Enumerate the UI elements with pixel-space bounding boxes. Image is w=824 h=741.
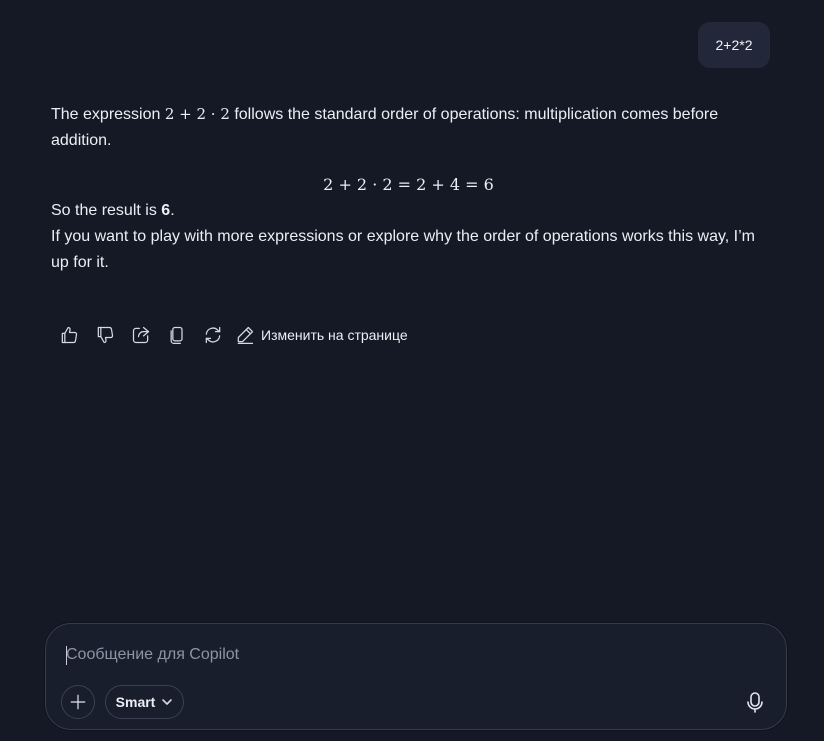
text-caret [66, 646, 67, 665]
edit-icon [235, 325, 255, 345]
dislike-button[interactable] [87, 319, 123, 351]
edit-on-page-label: Изменить на странице [261, 327, 408, 343]
thumbs-up-icon [59, 325, 79, 345]
reply-paragraph-3: If you want to play with more expressions or explore why the order of operations works this way, I’m up for it. [51, 228, 756, 271]
reply-p2-text-end: . [170, 202, 175, 219]
like-button[interactable] [51, 319, 87, 351]
inline-math: 2 + 2 · 2 [164, 105, 230, 123]
microphone-icon [745, 691, 765, 713]
display-math: 2 + 2 · 2 = 2 + 4 = 6 [323, 175, 494, 194]
user-message-text: 2+2*2 [715, 37, 753, 53]
plus-icon [69, 693, 87, 711]
reply-paragraph-1 [51, 101, 766, 153]
reply-p1-text-start: The expression [51, 106, 165, 123]
copy-button[interactable] [159, 319, 195, 351]
regenerate-icon [203, 325, 223, 345]
reply-p1-text-end: follows the standard order of operations: multiplication comes before addition. [51, 106, 719, 149]
edit-on-page-button[interactable] [235, 319, 408, 351]
user-message-bubble [698, 22, 770, 68]
share-button[interactable] [123, 319, 159, 351]
thumbs-down-icon [95, 325, 115, 345]
voice-input-button[interactable] [740, 685, 770, 719]
regenerate-button[interactable] [195, 319, 231, 351]
assistant-reply [51, 101, 766, 276]
reply-p2-text-start: So the result is [51, 202, 162, 219]
share-icon [131, 325, 151, 345]
mode-selector-button[interactable] [105, 685, 184, 719]
message-composer [45, 623, 787, 730]
reply-paragraph-2 [51, 198, 766, 224]
result-value: 6 [161, 202, 171, 219]
mode-selector-label: Smart [115, 694, 156, 710]
copy-icon [167, 325, 187, 345]
attach-button[interactable] [61, 685, 95, 719]
message-input[interactable] [66, 642, 746, 668]
chevron-down-icon [161, 696, 173, 708]
message-actions-bar [51, 319, 408, 351]
